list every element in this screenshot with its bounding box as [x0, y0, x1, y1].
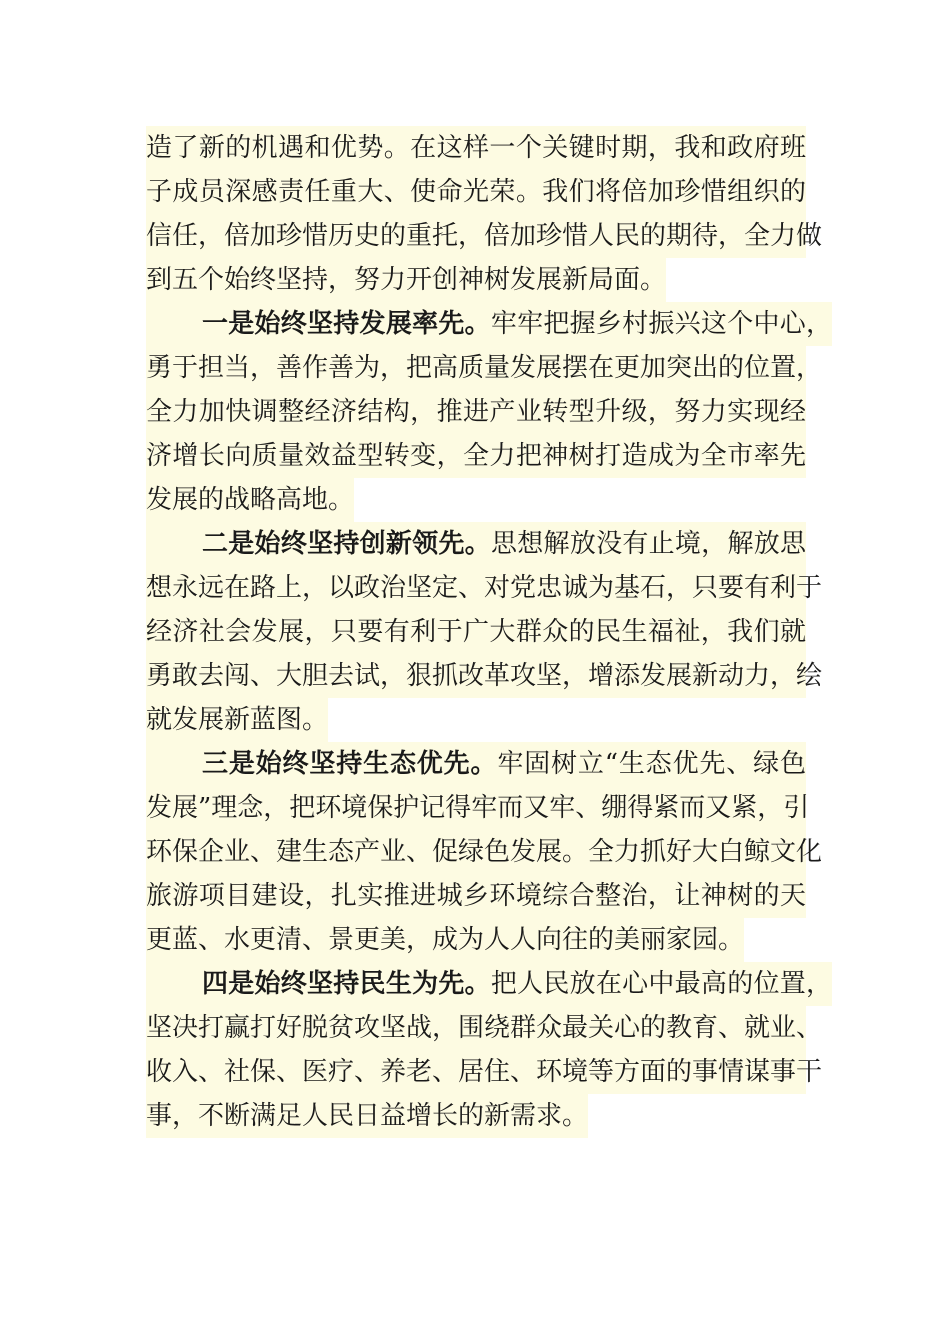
paragraph-text: 牢牢把握乡村振兴这个中心，	[490, 309, 832, 339]
paragraph-heading: 一是始终坚持发展率先。	[202, 309, 491, 339]
paragraph-line: 勇于担当，善作善为，把高质量发展摆在更加突出的位置，	[146, 346, 806, 390]
paragraph-text: 把人民放在心中最高的位置，	[490, 969, 832, 999]
paragraph-line: 想永远在路上，以政治坚定、对党忠诚为基石，只要有利于	[146, 566, 806, 610]
paragraph-line: 发展的战略高地。	[146, 478, 354, 522]
paragraph-line: 全力加快调整经济结构，推进产业转型升级，努力实现经	[146, 390, 806, 434]
paragraph-line: 经济社会发展，只要有利于广大群众的民生福祉，我们就	[146, 610, 806, 654]
paragraph-line: 就发展新蓝图。	[146, 698, 328, 742]
paragraph-first-line	[146, 742, 806, 786]
paragraph-line: 事，不断满足人民日益增长的新需求。	[146, 1094, 588, 1138]
paragraph-heading: 四是始终坚持民生为先。	[202, 969, 491, 999]
paragraph-line: 环保企业、建生态产业、促绿色发展。全力抓好大白鲸文化	[146, 830, 806, 874]
paragraph-first-line	[146, 302, 832, 346]
paragraph-heading: 三是始终坚持生态优先。	[202, 749, 498, 779]
paragraph-line: 造了新的机遇和优势。在这样一个关键时期，我和政府班	[146, 126, 806, 170]
paragraph-line: 坚决打赢打好脱贫攻坚战，围绕群众最关心的教育、就业、	[146, 1006, 806, 1050]
paragraph-first-line	[146, 522, 806, 566]
paragraph-line: 子成员深感责任重大、使命光荣。我们将倍加珍惜组织的	[146, 170, 806, 214]
paragraph-text: 思想解放没有止境，解放思	[491, 529, 806, 559]
paragraph-line: 收入、社保、医疗、养老、居住、环境等方面的事情谋事干	[146, 1050, 806, 1094]
paragraph-line: 信任，倍加珍惜历史的重托，倍加珍惜人民的期待，全力做	[146, 214, 806, 258]
paragraph-line: 到五个始终坚持，努力开创神树发展新局面。	[146, 258, 666, 302]
paragraph-line: 旅游项目建设，扎实推进城乡环境综合整治，让神树的天	[146, 874, 806, 918]
paragraph-line: 勇敢去闯、大胆去试，狠抓改革攻坚，增添发展新动力，绘	[146, 654, 806, 698]
paragraph-text: 牢固树立“生态优先、绿色	[497, 749, 806, 779]
paragraph-line: 更蓝、水更清、景更美，成为人人向往的美丽家园。	[146, 918, 744, 962]
paragraph-line: 济增长向质量效益型转变，全力把神树打造成为全市率先	[146, 434, 806, 478]
document-body	[146, 126, 832, 1138]
paragraph-heading: 二是始终坚持创新领先。	[202, 529, 491, 559]
paragraph-first-line	[146, 962, 832, 1006]
paragraph-line: 发展”理念，把环境保护记得牢而又牢、绷得紧而又紧，引	[146, 786, 806, 830]
